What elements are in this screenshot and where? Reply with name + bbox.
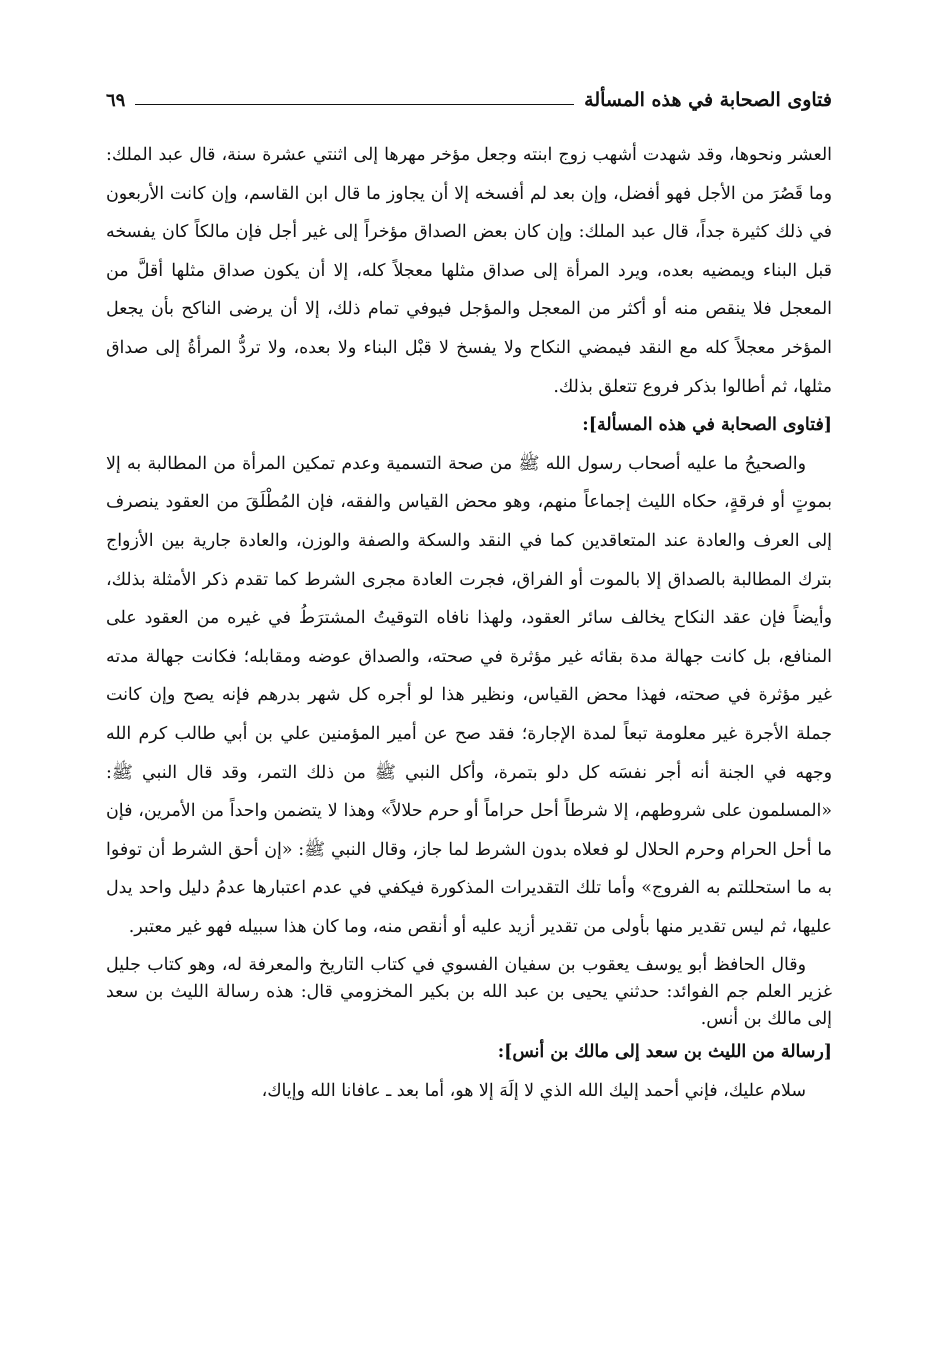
paragraph-fasawi: وقال الحافظ أبو يوسف يعقوب بن سفيان الفسوي في كتاب التاريخ والمعرفة له، وهو كتاب جليل غزير العلم جم الفوائد: حدثني يحيى بن عبد الله بن بكير المخزومي قال: هذه رسالة الليث بن سعد إلى مالك بن أنس. — [106, 955, 832, 1030]
paragraph-sahih: والصحيحُ ما عليه أصحاب رسول الله ﷺ من صحة التسمية وعدم تمكين المرأة من المطالبة به إلا بموتٍ أو فرقةٍ، حكاه الليث إجماعاً منهم، وهو محض القياس والفقه، فإن المُطْلَقَ من العقود ينصرف إلى العرف والعادة عند المتعاقدين كما في النقد والسكة والصفة والوزن، والعادة جارية بين الأزواج بترك المطالبة بالصداق إلا بالموت أو الفراق، فجرت العادة مجرى الشرط كما تقدم ذكر الأمثلة بذلك، وأيضاً فإن عقد النكاح يخالف سائر العقود، ولهذا نافاه التوقيتُ المشترَطُ في غيره من العقود على المنافع، بل كانت جهالة مدة بقائه غير مؤثرة في صحته، والصداق عوضه ومقابله؛ فكانت جهالة مدته غير مؤثرة في صحته، فهذا محض القياس، ونظير هذا لو أجره كل شهر بدرهم فإنه يصح وإن كانت جملة الأجرة غير معلومة تبعاً لمدة الإجارة؛ فقد صح عن أمير المؤمنين علي بن أبي طالب كرم الله وجهه في الجنة أنه أجر نفسَه كل دلو بتمرة، وأكل النبي ﷺ من ذلك التمر، وقد قال النبي ﷺ: «المسلمون على شروطهم، إلا شرطاً أحل حراماً أو حرم حلالاً» وهذا لا يتضمن واحداً من الأمرين، فإن ما أحل الحرام وحرم الحلال لو فعلاه بدون الشرط لما جاز، وقال النبي ﷺ: «إن أحق الشرط أن توفوا به ما استحللتم به الفروج» وأما تلك التقديرات المذكورة فيكفي في عدم اعتبارها عدمُ دليل واحد يدل عليها، ثم ليس تقدير منها بأولى من تقدير أزيد عليه أو أنقص منه، وما كان هذا سبيله فهو غير معتبر. — [106, 453, 832, 937]
page-header — [106, 80, 832, 120]
paragraph-continuation: العشر ونحوها، وقد شهدت أشهب زوج ابنته وجعل مؤخر مهرها إلى اثنتي عشرة سنة، قال عبد الملك: وما قَصُرَ من الأجل فهو أفضل، وإن بعد لم أفسخه إلا أن يجاوز ما قال ابن القاسم، وإن كانت الأربعون في ذلك كثيرة جداً، قال عبد الملك: وإن كان بعض الصداق مؤخراً إلى غير أجل فإن مالكاً كان يفسخه قبل البناء ويمضيه بعده، ويرد المرأة إلى صداق مثلها معجلاً كله، إلا أن يكون صداق مثلها أقلَّ من المعجل فلا ينقص منه أو أكثر من المعجل والمؤجل فيوفي تمام ذلك، إلا أن يرضى الناكح بأن يجعل المؤخر معجلاً كله مع النقد فيمضي النكاح ولا يفسخ لا قبْل البناء ولا بعده، ولا تردُّ المرأةُ إلى صداق مثلها، ثم أطالوا بذكر فروع تتعلق بذلك. — [106, 145, 832, 397]
paragraph-letter-opening: سلام عليك، فإني أحمد إليك الله الذي لا إلَهَ إلا هو، أما بعد ـ عافانا الله وإياك، — [261, 1081, 806, 1102]
page-body — [106, 136, 832, 1111]
running-title: فتاوى الصحابة في هذه المسألة — [584, 89, 832, 111]
section-heading-layth-letter: [رسالة من الليث بن سعد إلى مالك بن أنس]: — [497, 1042, 832, 1063]
header-rule — [135, 104, 574, 105]
section-heading-sahaba-fatwas: [فتاوى الصحابة في هذه المسألة]: — [582, 415, 832, 436]
page-number: ٦٩ — [106, 89, 126, 111]
